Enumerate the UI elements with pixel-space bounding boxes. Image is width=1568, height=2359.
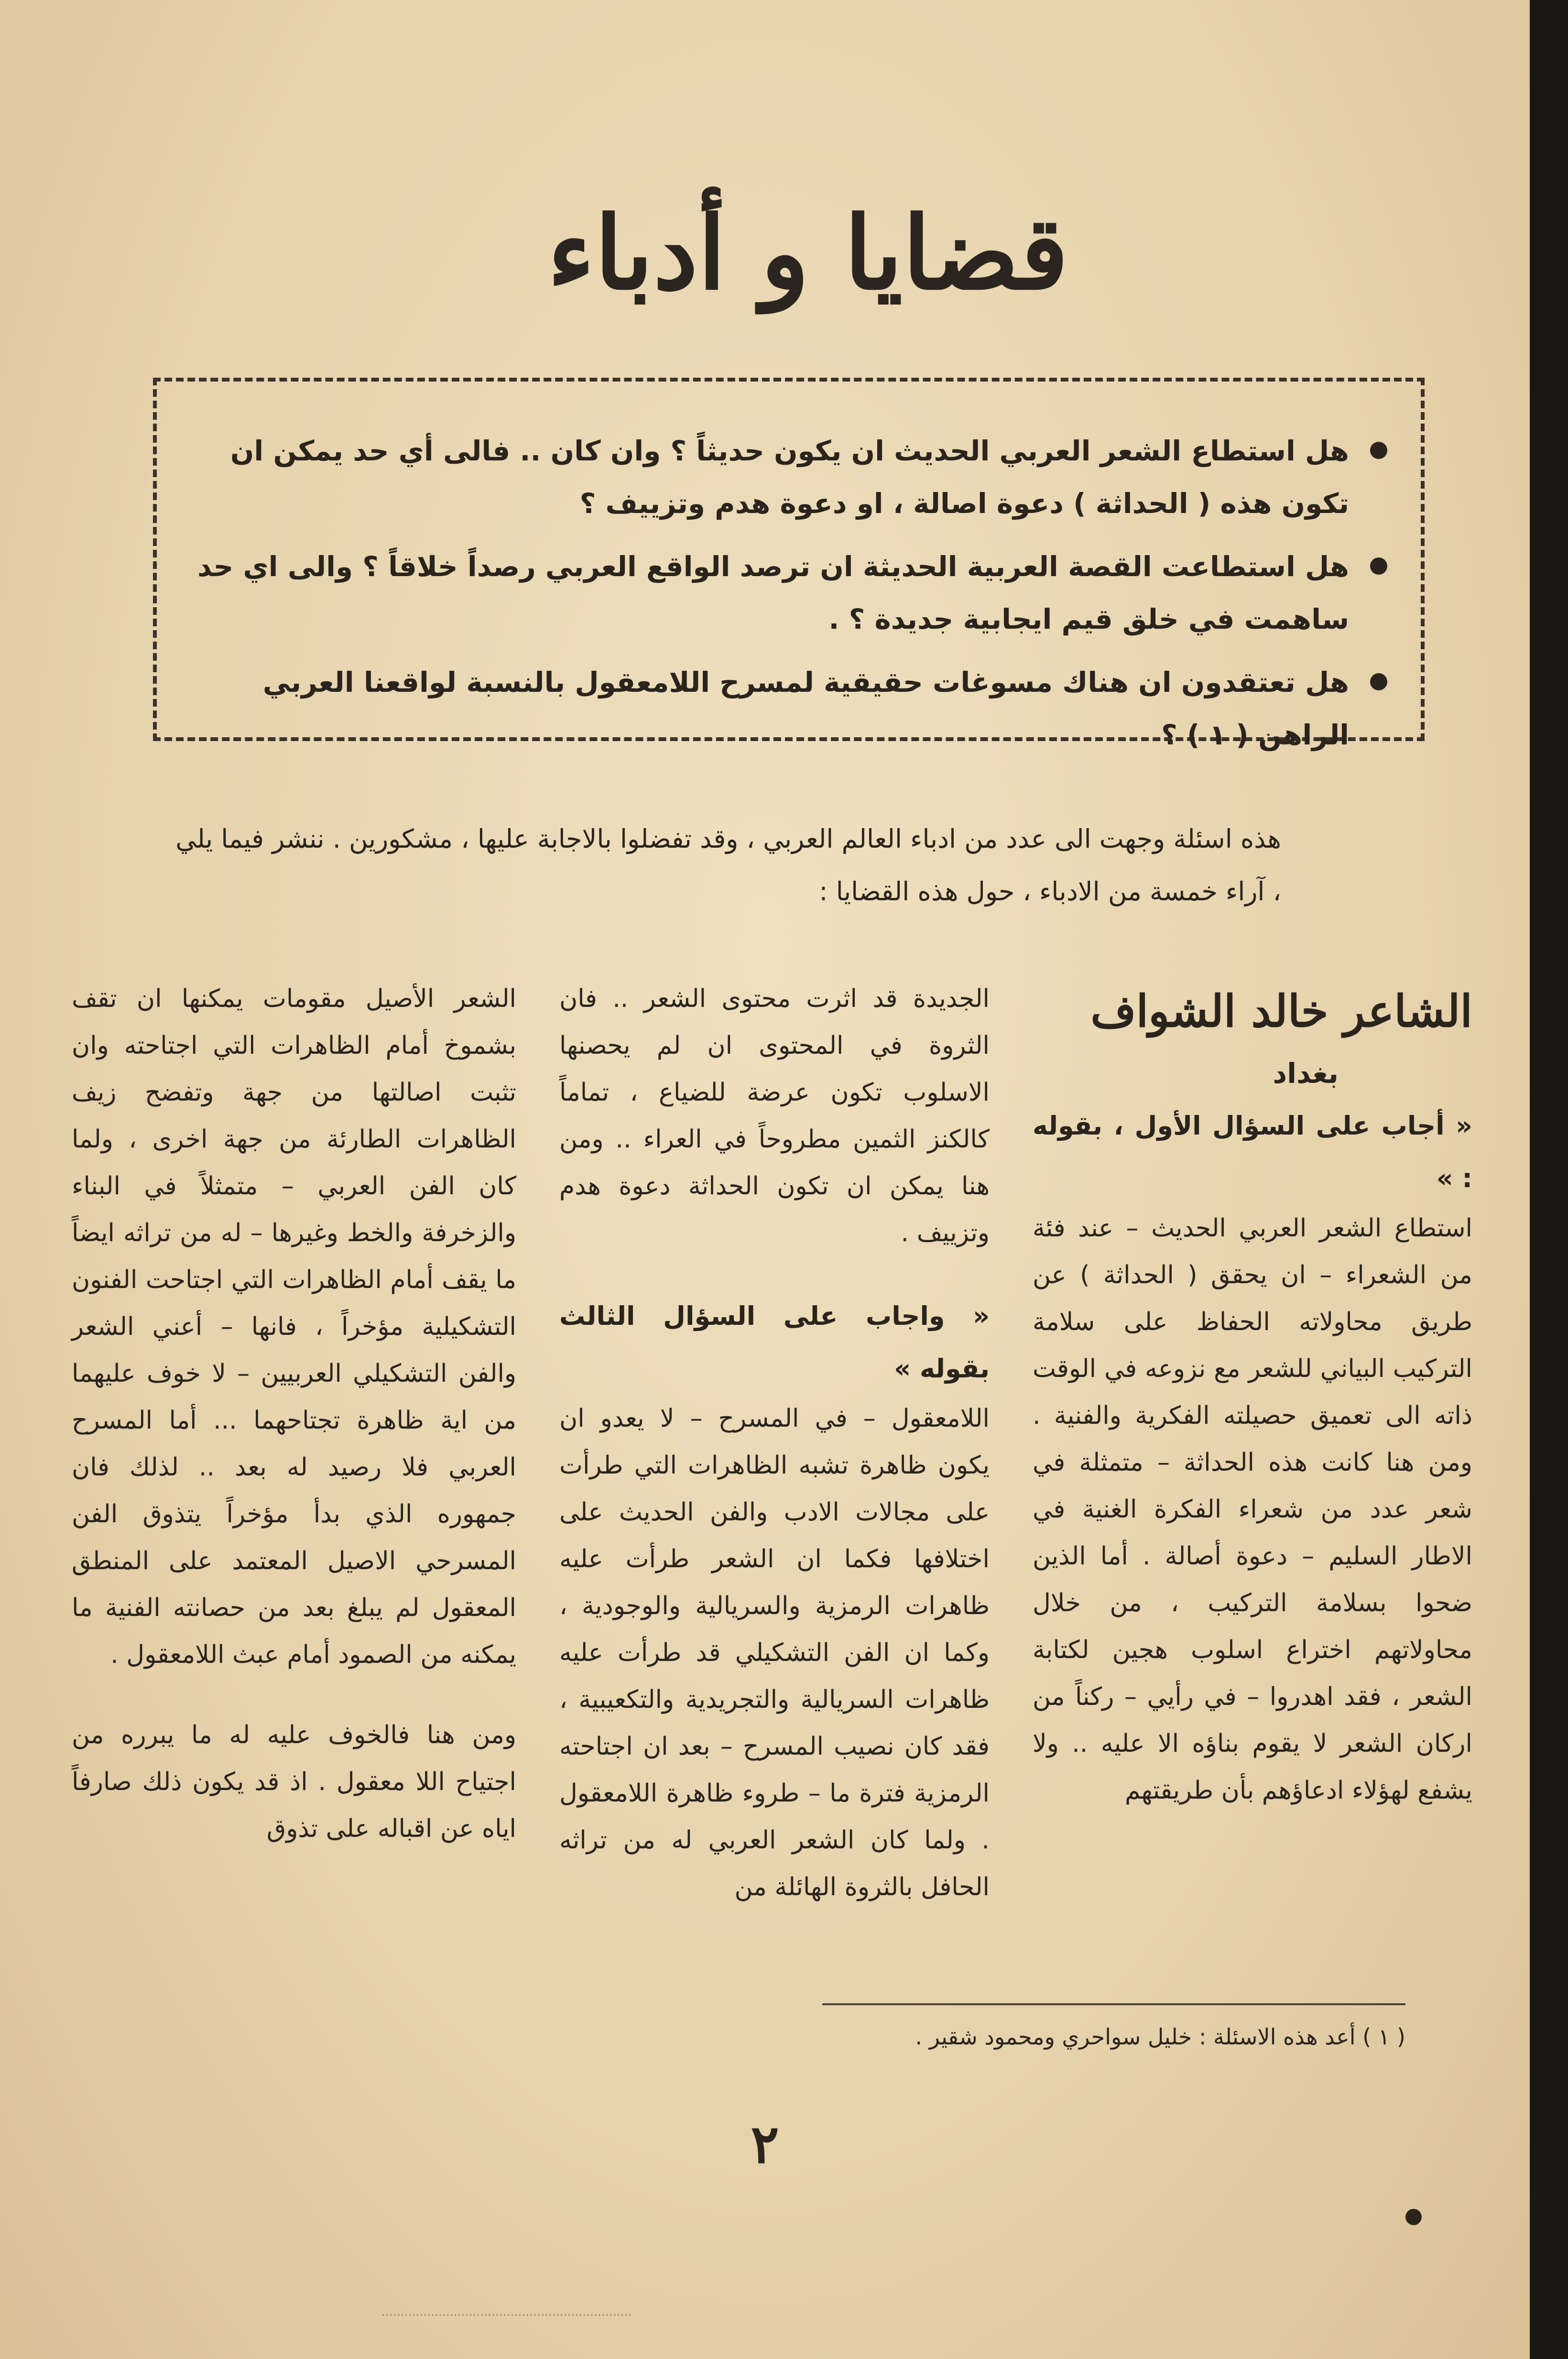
right-column (1033, 975, 1472, 1814)
answer-body: ومن هنا فالخوف عليه له ما يبرره من اجتياح اللا معقول . اذ قد يكون ذلك صارفاً اياه عن اقباله على تذوق (72, 1721, 516, 1843)
footnote: ( ١ ) أعد هذه الاسئلة : خليل سواحري ومحمود شقير . (915, 2024, 1405, 2050)
questions-list (157, 382, 1421, 761)
binding-hole (1405, 2209, 1422, 2225)
answer-subhead: « أجاب على السؤال الأول ، بقوله : » (1033, 1111, 1472, 1193)
poet-name-heading: الشاعر خالد الشواف (1090, 985, 1472, 1037)
questions-box (153, 378, 1425, 751)
bullet-icon (1370, 442, 1387, 459)
answer-body: اللامعقول – في المسرح – لا يعدو ان يكون ظاهرة تشبه الظاهرات التي طرأت على مجالات الادب والفن الحديث على اختلافها فكما ان الشعر طرأت عليه ظاهرات الرمزية والسريالية والوجودية ، وكما ان الفن التشكيلي قد طرأت عليه ظاهرات السريالية والتجريدية والتكعيبية ، فقد كان نصيب المسرح – بعد ان اجتاحته الرمزية فترة ما – طروء ظاهرة اللامعقول . ولما كان الشعر العربي له من تراثه الحافل بالثروة الهائلة من (559, 1404, 990, 1901)
bullet-icon (1370, 673, 1387, 690)
question-item (190, 540, 1387, 645)
answer-body: الجديدة قد اثرت محتوى الشعر .. فان الثروة في المحتوى ان لم يحصنها الاسلوب تكون عرضة للضياع ، تماماً كالكنز الثمين مطروحاً في العراء .. ومن هنا يمكن ان تكون الحداثة دعوة هدم وتزييف . (559, 984, 990, 1247)
question-item (190, 656, 1387, 761)
page-number: ٢ (751, 2113, 779, 2175)
footnote-divider (822, 2003, 1405, 2005)
question-text: هل استطاع الشعر العربي الحديث ان يكون حديثاً ؟ وان كان .. فالى أي حد يمكن ان تكون هذه ( الحداثة ) دعوة اصالة ، او دعوة هدم وتزييف ؟ (230, 435, 1349, 520)
bullet-icon (1370, 557, 1387, 575)
intro-paragraph: هذه اسئلة وجهت الى عدد من ادباء العالم العربي ، وقد تفضلوا بالاجابة عليها ، مشكورين . ننشر فيما يلي ، آراء خمسة من الادباء ، حول هذه القضايا : (175, 824, 1281, 906)
question-item (190, 425, 1387, 530)
left-column (72, 975, 516, 1852)
poet-city: بغداد (1273, 1057, 1339, 1090)
question-text: هل استطاعت القصة العربية الحديثة ان ترصد الواقع العربي رصداً خلاقاً ؟ والى اي حد ساهمت في خلق قيم ايجابية جديدة ؟ . (197, 550, 1349, 635)
answer-body: استطاع الشعر العربي الحديث – عند فئة من الشعراء – ان يحقق ( الحداثة ) عن طريق محاولاته الحفاظ على سلامة التركيب البياني للشعر مع نزوعه في الوقت ذاته الى تعميق حصيلته الفكرية والفنية . ومن هنا كانت هذه الحداثة – متمثلة في شعر عدد من شعراء الفكرة الغنية في الاطار السليم – دعوة أصالة . أما الذين ضحوا بسلامة التركيب ، من خلال محاولاتهم اختراع اسلوب هجين لكتابة الشعر ، فقد اهدروا – في رأيي – ركناً من اركان الشعر لا يقوم بناؤه الا عليه .. ولا يشفع لهؤلاء ادعاؤهم بأن طريقتهم (1033, 1214, 1472, 1805)
answer-body: الشعر الأصيل مقومات يمكنها ان تقف بشموخ أمام الظاهرات التي اجتاحته وان تثبت اصالتها من جهة وتفضح زيف الظاهرات الطارئة من جهة اخرى ، ولما كان الفن العربي – متمثلاً في البناء والزخرفة والخط وغيرها – له من تراثه ايضاً ما يقف أمام الظاهرات التي اجتاحت الفنون التشكيلية مؤخراً ، فانها – أعني الشعر والفن التشكيلي العربيين – لا خوف عليهما من اية ظاهرة تجتاحهما ... أما المسرح العربي فلا رصيد له بعد .. لذلك فان جمهوره الذي بدأ مؤخراً يتذوق الفن المسرحي الاصيل المعتمد على المنطق المعقول لم يبلغ بعد من حصانته الفنية ما يمكنه من الصمود أمام عبث اللامعقول . (72, 984, 516, 1669)
faded-stamp (382, 2314, 631, 2335)
middle-column (559, 975, 990, 1911)
masthead-title: قضايا و أدباء (547, 194, 1068, 312)
question-text: هل تعتقدون ان هناك مسوغات حقيقية لمسرح اللامعقول بالنسبة لواقعنا العربي الراهن ( ١ ) ؟ (262, 666, 1349, 751)
answer-subhead: « واجاب على السؤال الثالث بقوله » (559, 1301, 990, 1384)
